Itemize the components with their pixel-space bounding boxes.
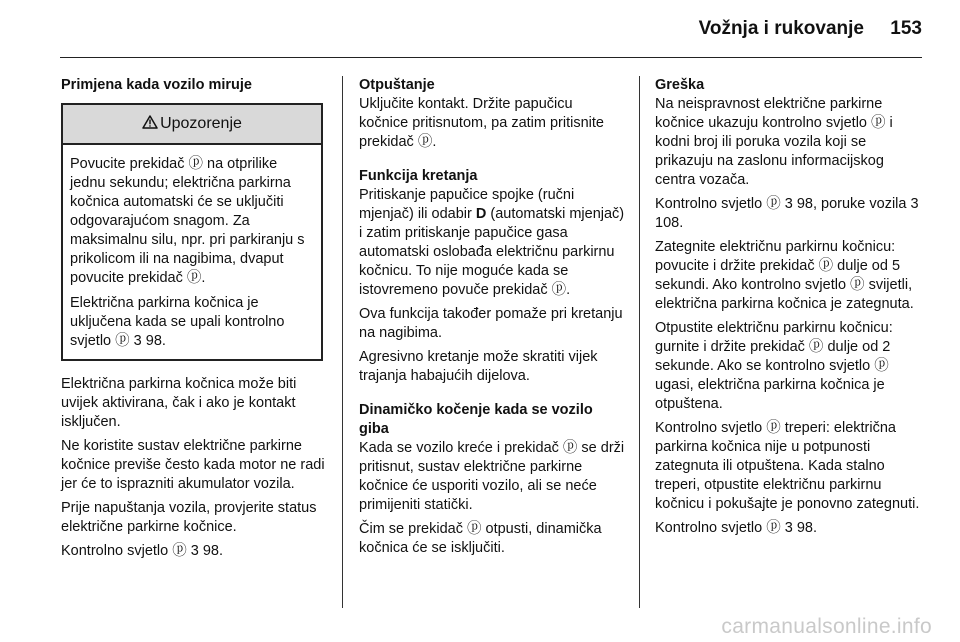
body-paragraph: Kontrolno svjetlo ⓟ 3 98, poruke vozila 3 108. <box>655 196 919 231</box>
body-paragraph: Kontrolno svjetlo ⓟ 3 98. <box>655 520 818 536</box>
page-header-title: Vožnja i rukovanje <box>698 18 864 39</box>
warning-triangle-icon <box>142 115 158 129</box>
body-paragraph: Otpustite električnu parkirnu kočnicu: gurnite i držite prekidač ⓟ dulje od 2 sekunde. Ako se kontrolno svjetlo ⓟ ugasi, električna parkirna kočnica je otpuštena. <box>655 320 893 412</box>
text-run: (automatski mjenjač) i zatim pritiskanje papučice gasa automatski oslobađa električnu parkirnu kočnicu. To nije moguće kada se istovremeno povuče prekidač ⓟ. <box>359 206 625 298</box>
warning-title: Upozorenje <box>160 115 242 132</box>
watermark: carmanualsonline.info <box>721 615 932 638</box>
body-paragraph: Kontrolno svjetlo ⓟ treperi: električna parkirna kočnica nije u potpunosti zategnuta ili otpuštena. Kada stalno treperi, otpustite električnu parkirnu kočnicu i pokušajte je ponovno zategnuti. <box>655 420 920 512</box>
body-paragraph: Uključite kontakt. Držite papučicu kočnice pritisnutom, pa zatim pritisnite prekidač ⓟ. <box>359 96 604 150</box>
body-paragraph: Zategnite električnu parkirnu kočnicu: povucite i držite prekidač ⓟ dulje od 5 sekundi. Ako kontrolno svjetlo ⓟ svijetli, električna parkirna kočnica je zategnuta. <box>655 239 914 312</box>
warning-paragraph: Povucite prekidač ⓟ na otprilike jednu sekundu; električna parkirna kočnica automatski će se uključiti odgovarajućom snagom. Za maksimalnu silu, npr. pri parkiranju s prikolicom ili na nagibima, dvaput povucite prekidač ⓟ. <box>70 156 305 286</box>
gear-letter: D <box>475 206 487 222</box>
column-divider <box>342 76 343 608</box>
header-rule <box>60 57 922 58</box>
column-left <box>61 76 326 566</box>
body-paragraph: Na neispravnost električne parkirne kočnice ukazuju kontrolno svjetlo ⓟ i kodni broj ili poruka vozila koji se prikazuju na zaslonu informacijskog centra vozača. <box>655 96 893 188</box>
warning-paragraph: Električna parkirna kočnica je uključena kada se upali kontrolno svjetlo ⓟ 3 98. <box>70 295 285 349</box>
body-paragraph: Prije napuštanja vozila, provjerite status električne parkirne kočnice. <box>61 500 317 535</box>
body-paragraph: Ne koristite sustav električne parkirne kočnice previše često kada motor ne radi jer će to isprazniti akumulator vozila. <box>61 438 325 492</box>
body-paragraph: Električna parkirna kočnica može biti uvijek aktivirana, čak i ako je kontakt isključen. <box>61 376 297 430</box>
warning-header <box>63 105 321 145</box>
section-heading: Primjena kada vozilo miruje <box>61 77 252 93</box>
column-right <box>655 76 923 543</box>
section-heading: Otpuštanje <box>359 77 435 93</box>
section-heading: Funkcija kretanja <box>359 168 478 184</box>
body-paragraph: Kontrolno svjetlo ⓟ 3 98. <box>61 543 224 559</box>
body-paragraph: Ova funkcija također pomaže pri kretanju na nagibima. <box>359 306 623 341</box>
column-middle <box>359 76 625 563</box>
column-divider <box>639 76 640 608</box>
body-paragraph: Agresivno kretanje može skratiti vijek trajanja habajućih dijelova. <box>359 349 598 384</box>
warning-box <box>61 103 323 361</box>
body-paragraph: Kada se vozilo kreće i prekidač ⓟ se drži pritisnut, sustav električne parkirne kočnice će usporiti vozilo, ali se neće primijeniti statički. <box>359 440 625 513</box>
body-paragraph: Čim se prekidač ⓟ otpusti, dinamička kočnica će se isključiti. <box>359 521 602 556</box>
page-number: 153 <box>890 18 922 39</box>
section-heading: Dinamičko kočenje kada se vozilo giba <box>359 402 593 437</box>
section-heading: Greška <box>655 77 705 93</box>
body-paragraph <box>359 186 625 300</box>
text-run: Pritiskanje papučice spojke (ručni mjenjač) ili odabir <box>359 187 575 222</box>
warning-body <box>63 145 321 359</box>
